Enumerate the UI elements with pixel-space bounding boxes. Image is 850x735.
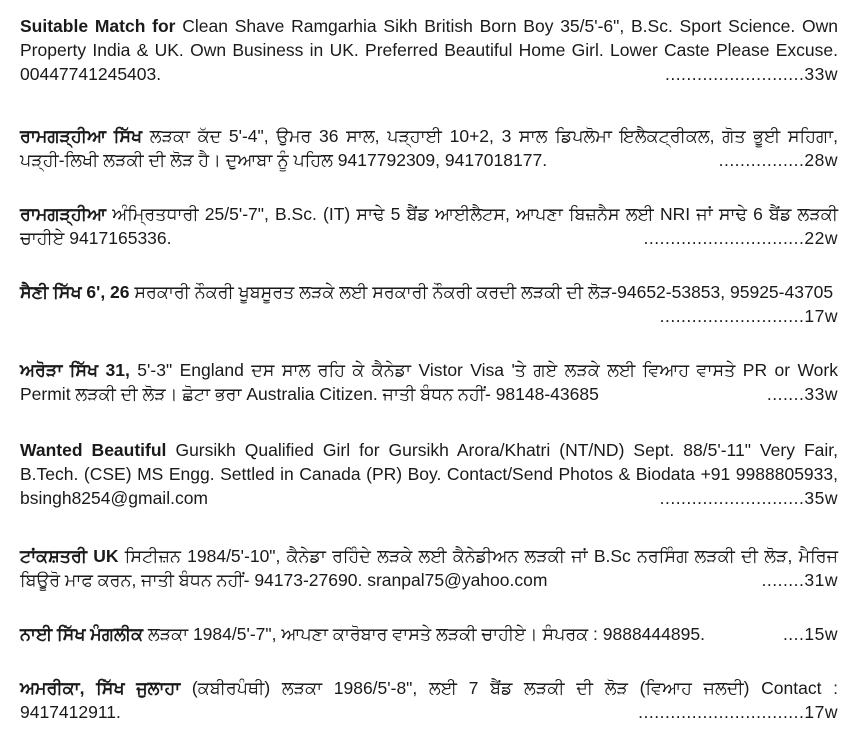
ad-lead: ਰਾਮਗੜ੍ਹੀਆ ਸਿੱਖ — [20, 126, 143, 146]
ad-word-count: ..........................33w — [664, 64, 838, 84]
ad-lead: ਨਾਈ ਸਿੱਖ ਮੰਗਲੀਕ — [20, 624, 144, 644]
ad-lead: ਅਰੋੜਾ ਸਿੱਖ 31, — [20, 360, 130, 380]
ad-body: ਲੜਕਾ 1984/5'-7", ਆਪਣਾ ਕਾਰੋਬਾਰ ਵਾਸਤੇ ਲੜਕੀ ਚਾਹੀਏ। ਸੰਪਰਕ : 9888444895. — [143, 624, 705, 644]
ad-body: ਲੜਕਾ ਕੱਦ 5'-4", ਉਮਰ 36 ਸਾਲ, ਪੜ੍ਹਾਈ 10+2, 3 ਸਾਲ ਡਿਪਲੋਮਾ ਇਲੈਕਟ੍ਰੀਕਲ, ਗੋਤ ਭੂਈ ਸਹਿਗਾ, ਪੜ੍ਹੀ-ਲਿਖੀ ਲੜਕੀ ਦੀ ਲੋੜ ਹੈ। ਦੁਆਬਾ ਨੂੰ ਪਹਿਲ 9417792309, 9417018177. — [20, 126, 838, 170]
classified-ad — [20, 124, 838, 172]
ad-body: ਸਿਟੀਜ਼ਨ 1984/5'-10", ਕੈਨੇਡਾ ਰਹਿੰਦੇ ਲੜਕੇ ਲਈ ਕੈਨੇਡੀਅਨ ਲੜਕੀ ਜਾਂ B.Sc ਨਰਸਿੰਗ ਲੜਕੀ ਦੀ ਲੋੜ, ਮੈਰਿਜ ਬਿਊਰੋ ਮਾਫ ਕਰਨ, ਜਾਤੀ ਬੰਧਨ ਨਹੀਂ- 94173-27690. sranpal75@yahoo.com — [20, 546, 839, 590]
ad-word-count: ...........................35w — [659, 488, 838, 508]
ad-word-count: ..............................22w — [643, 228, 838, 248]
ad-body: Clean Shave Ramgarhia Sikh British Born Boy 35/5'-6", B.Sc. Sport Science. Own Property India & UK. Own Business in UK. Preferred Beautiful Home Girl. Lower Caste Please Excuse. 00447741245403. — [20, 16, 838, 84]
ad-word-count: ........31w — [761, 570, 838, 590]
ad-lead: ਸੈਣੀ ਸਿੱਖ 6', 26 — [20, 282, 130, 302]
ad-lead: ਅਮਰੀਕਾ, ਸਿੱਖ ਜੁਲਾਹਾ — [20, 678, 181, 698]
ad-body: ਸਰਕਾਰੀ ਨੌਕਰੀ ਖੂਬਸੂਰਤ ਲੜਕੇ ਲਈ ਸਰਕਾਰੀ ਨੌਕਰੀ ਕਰਦੀ ਲੜਕੀ ਦੀ ਲੋੜ-94652-53853, 95925-43705 — [129, 282, 834, 302]
ad-lead: Wanted Beautiful — [20, 440, 167, 460]
ad-lead: ਰਾਮਗੜ੍ਹੀਆ — [20, 204, 107, 224]
ad-word-count: ....15w — [782, 624, 838, 644]
classified-ad — [20, 622, 838, 646]
ad-word-count: ................28w — [718, 150, 838, 170]
ad-body: 5'-3" England ਦਸ ਸਾਲ ਰਹਿ ਕੇ ਕੈਨੇਡਾ Vistor Visa 'ਤੇ ਗਏ ਲੜਕੇ ਲਈ ਵਿਆਹ ਵਾਸਤੇ PR or Work Permit ਲੜਕੀ ਦੀ ਲੋੜ। ਛੋਟਾ ਭਰਾ Australia Citizen. ਜਾਤੀ ਬੰਧਨ ਨਹੀਂ- 98148-43685 — [20, 360, 838, 404]
ad-word-count: ...........................17w — [659, 306, 838, 326]
classified-ad — [20, 202, 838, 250]
ad-lead: ਟਾਂਕਸ਼ਤਰੀ UK — [20, 546, 119, 566]
ad-body: ਅੰਮ੍ਰਿਤਧਾਰੀ 25/5'-7", B.Sc. (IT) ਸਾਢੇ 5 ਬੈਂਡ ਆਈਲੈਟਸ, ਆਪਣਾ ਬਿਜ਼ਨੈਸ ਲਈ NRI ਜਾਂ ਸਾਢੇ 6 ਬੈਂਡ ਲੜਕੀ ਚਾਹੀਏ 9417165336. — [20, 204, 838, 248]
ad-body: (ਕਬੀਰਪੰਥੀ) ਲੜਕਾ 1986/5'-8", ਲਈ 7 ਬੈਂਡ ਲੜਕੀ ਦੀ ਲੋੜ (ਵਿਆਹ ਜਲਦੀ) Contact : 9417412911. — [20, 678, 839, 722]
ad-body: Gursikh Qualified Girl for Gursikh Arora/Khatri (NT/ND) Sept. 88/5'-11" Very Fair, B.Tech. (CSE) MS Engg. Settled in Canada (PR) Boy. Contact/Send Photos & Biodata +91 9988805933, bsingh8254@gmail.com — [20, 440, 839, 508]
classified-ad — [20, 358, 838, 406]
ad-lead: Suitable Match for — [20, 16, 176, 36]
classified-ad — [20, 676, 838, 724]
ad-word-count: ...............................17w — [638, 702, 838, 722]
classified-ad — [20, 544, 838, 592]
classified-ad — [20, 438, 838, 510]
classified-ad — [20, 280, 838, 328]
ad-word-count: .......33w — [766, 384, 838, 404]
classified-ad — [20, 14, 838, 86]
